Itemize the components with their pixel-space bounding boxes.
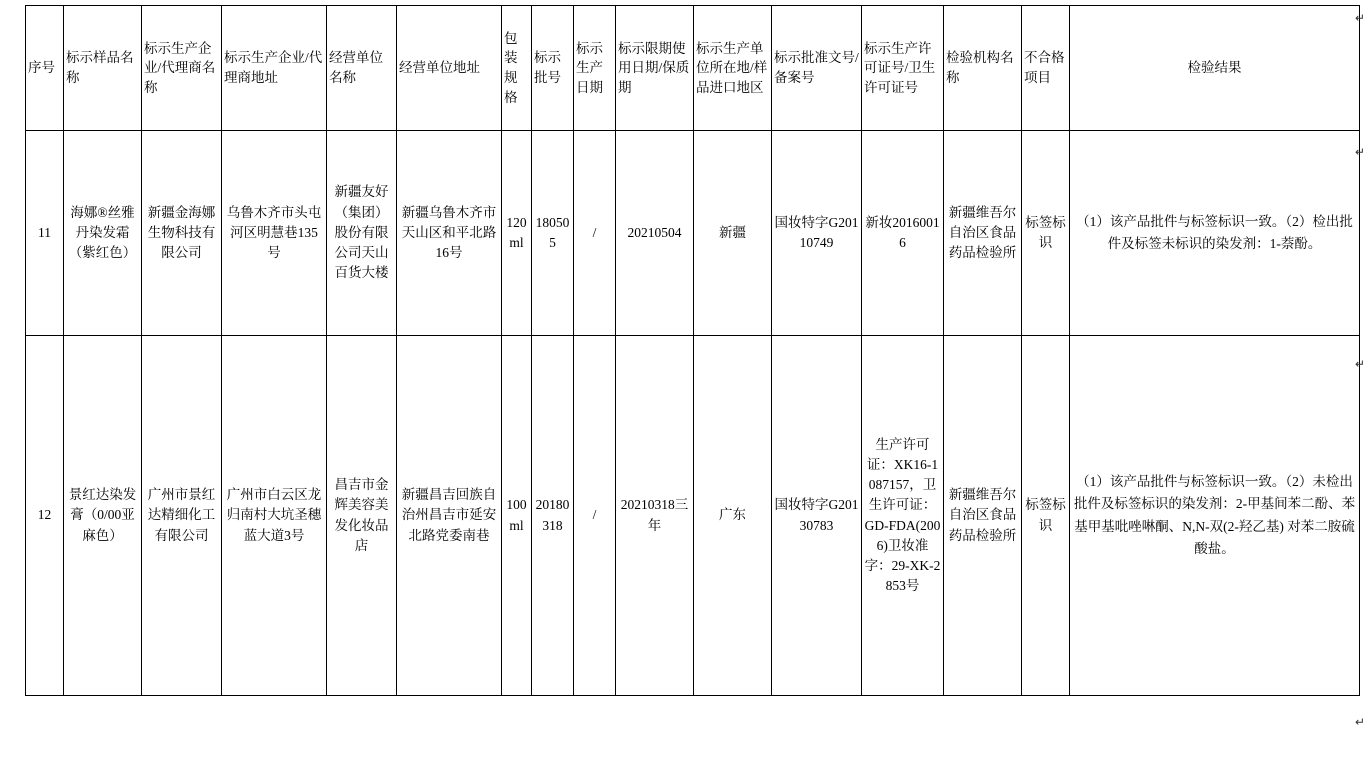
cell-fail-item: 标签标识 (1022, 131, 1070, 336)
cell-license-no: 新妆20160016 (862, 131, 944, 336)
cell-fail-item: 标签标识 (1022, 336, 1070, 696)
column-header-region: 标示生产单位所在地/样品进口地区 (694, 6, 772, 131)
cell-institution: 新疆维吾尔自治区食品药品检验所 (944, 336, 1022, 696)
column-header-seller-name: 经营单位名称 (327, 6, 397, 131)
paragraph-mark: ↵ (1354, 145, 1365, 159)
table-row (26, 336, 1360, 696)
cell-result: （1）该产品批件与标签标识一致。（2）检出批件及标签未标识的染发剂：1-萘酚。 (1070, 131, 1360, 336)
cell-institution: 新疆维吾尔自治区食品药品检验所 (944, 131, 1022, 336)
cell-expiry: 20210318三年 (616, 336, 694, 696)
paragraph-mark: ↵ (1354, 715, 1365, 729)
table-row (26, 131, 1360, 336)
column-header-maker-name: 标示生产企业/代理商名称 (142, 6, 222, 131)
paragraph-mark: ↵ (1354, 357, 1365, 371)
cell-license-no: 生产许可证：XK16-1087157，卫生许可证：GD-FDA(2006)卫妆准字：29-XK-2853号 (862, 336, 944, 696)
inspection-results-table (25, 5, 1360, 696)
paragraph-mark: ↵ (1354, 11, 1365, 25)
cell-approval-no: 国妆特字G20130783 (772, 336, 862, 696)
cell-seller-name: 新疆友好（集团）股份有限公司天山百货大楼 (327, 131, 397, 336)
cell-batch-no: 20180318 (532, 336, 574, 696)
column-header-batch-no: 标示批号 (532, 6, 574, 131)
table-header-row (26, 6, 1360, 131)
column-header-prod-date: 标示生产日期 (574, 6, 616, 131)
column-header-seq: 序号 (26, 6, 64, 131)
column-header-sample-name: 标示样品名称 (64, 6, 142, 131)
cell-maker-name: 新疆金海娜生物科技有限公司 (142, 131, 222, 336)
cell-maker-address: 广州市白云区龙归南村大坑圣穗蓝大道3号 (222, 336, 327, 696)
cell-pack-spec: 100ml (502, 336, 532, 696)
cell-prod-date: / (574, 131, 616, 336)
cell-sample-name: 景红达染发膏（0/00亚麻色） (64, 336, 142, 696)
cell-seller-address: 新疆昌吉回族自治州昌吉市延安北路党委南巷 (397, 336, 502, 696)
column-header-result: 检验结果 (1070, 6, 1360, 131)
cell-result: （1）该产品批件与标签标识一致。（2）未检出批件及标签标识的染发剂：2-甲基间苯二酚、苯基甲基吡唑啉酮、N,N-双(2-羟乙基) 对苯二胺硫酸盐。 (1070, 336, 1360, 696)
cell-region: 新疆 (694, 131, 772, 336)
cell-expiry: 20210504 (616, 131, 694, 336)
cell-pack-spec: 120ml (502, 131, 532, 336)
column-header-approval-no: 标示批准文号/备案号 (772, 6, 862, 131)
cell-maker-address: 乌鲁木齐市头屯河区明慧巷135号 (222, 131, 327, 336)
cell-seq: 11 (26, 131, 64, 336)
column-header-institution: 检验机构名称 (944, 6, 1022, 131)
cell-region: 广东 (694, 336, 772, 696)
cell-seq: 12 (26, 336, 64, 696)
column-header-pack-spec: 包装规格 (502, 6, 532, 131)
column-header-expiry: 标示限期使用日期/保质期 (616, 6, 694, 131)
column-header-license-no: 标示生产许可证号/卫生许可证号 (862, 6, 944, 131)
cell-seller-address: 新疆乌鲁木齐市天山区和平北路16号 (397, 131, 502, 336)
cell-batch-no: 180505 (532, 131, 574, 336)
document-page (0, 5, 1371, 760)
cell-approval-no: 国妆特字G20110749 (772, 131, 862, 336)
column-header-seller-address: 经营单位地址 (397, 6, 502, 131)
cell-prod-date: / (574, 336, 616, 696)
column-header-fail-item: 不合格项目 (1022, 6, 1070, 131)
cell-sample-name: 海娜®丝雅丹染发霜（紫红色） (64, 131, 142, 336)
cell-maker-name: 广州市景红达精细化工有限公司 (142, 336, 222, 696)
cell-seller-name: 昌吉市金辉美容美发化妆品店 (327, 336, 397, 696)
column-header-maker-address: 标示生产企业/代理商地址 (222, 6, 327, 131)
